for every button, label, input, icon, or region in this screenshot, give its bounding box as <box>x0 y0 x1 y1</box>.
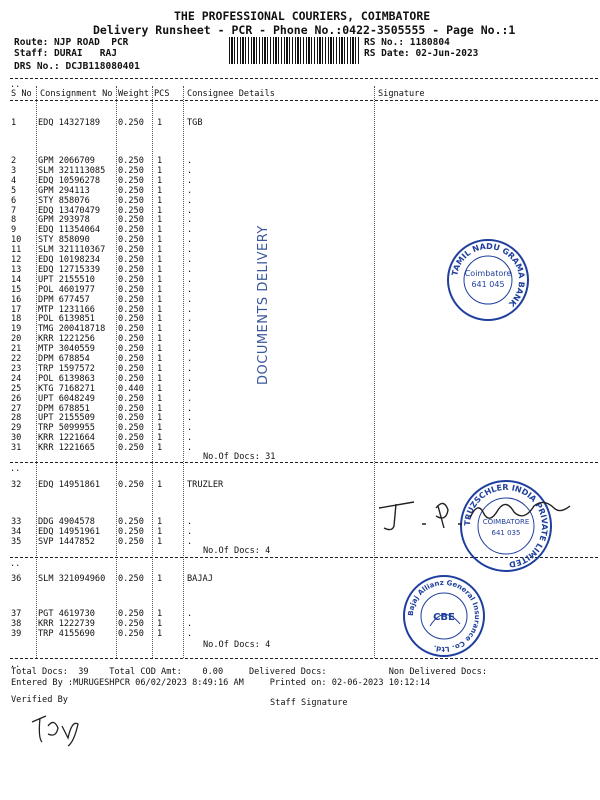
row-consignment-no: EDQ 10596278 <box>38 175 101 186</box>
row-pcs: 1 <box>157 403 163 414</box>
row-consignee-dot: . <box>187 433 193 444</box>
row-consignee-dot: . <box>187 354 193 364</box>
row-consignment-no: POL 6139851 <box>38 314 95 325</box>
row-consignment-no: TRP 4155690 <box>38 628 95 639</box>
row-consignee-dot: . <box>187 609 193 619</box>
row-consignee-dot: . <box>187 393 193 404</box>
table-row <box>0 225 600 235</box>
table-row <box>0 166 600 176</box>
table-row <box>0 118 600 128</box>
row-consignee-dot: . <box>187 373 193 384</box>
row-weight: 0.440 <box>118 383 144 394</box>
header-bottom-rule <box>10 100 598 101</box>
row-consignment-no: SVP 1447852 <box>38 536 95 547</box>
row-weight: 0.250 <box>118 628 144 639</box>
row-consignee: TGB <box>187 118 203 128</box>
row-pcs: 1 <box>157 354 163 364</box>
row-sno: 22 <box>11 354 22 364</box>
table-row <box>0 156 600 166</box>
row-pcs: 1 <box>157 314 163 325</box>
rs-date: RS Date: 02-Jun-2023 <box>364 48 479 59</box>
row-sno: 16 <box>11 294 22 305</box>
bank-stamp <box>446 238 530 322</box>
row-weight: 0.250 <box>118 334 144 345</box>
row-weight: 0.250 <box>118 175 144 186</box>
row-consignee: BAJAJ <box>187 574 213 584</box>
row-weight: 0.250 <box>118 403 144 414</box>
row-sno: 8 <box>11 215 17 226</box>
handwritten-note: DOCUMENTS DELIVERY <box>256 225 271 385</box>
row-pcs: 1 <box>157 205 163 216</box>
row-consignee-dot: . <box>187 185 193 196</box>
row-sno: 28 <box>11 413 22 424</box>
row-pcs: 1 <box>157 304 163 315</box>
row-weight: 0.250 <box>118 264 144 275</box>
row-sno: 12 <box>11 255 22 265</box>
table-row <box>0 176 600 186</box>
barcode <box>229 37 359 64</box>
row-consignee-dot: . <box>187 274 193 285</box>
row-weight: 0.250 <box>118 235 144 246</box>
table-row <box>0 413 600 423</box>
row-weight: 0.250 <box>118 363 144 374</box>
row-consignee-dot: . <box>187 156 193 166</box>
truzler-stamp-code: 641 035 <box>491 529 521 537</box>
signature-truzler <box>374 494 574 534</box>
row-consignee-dot: . <box>187 165 193 176</box>
row-weight: 0.250 <box>118 413 144 424</box>
row-sno: 36 <box>11 574 22 584</box>
table-row <box>0 206 600 216</box>
row-consignment-no: EDQ 14951861 <box>38 480 101 490</box>
row-consignment-no: KRR 1221256 <box>38 334 95 345</box>
row-consignment-no: STY 858076 <box>38 195 90 206</box>
row-pcs: 1 <box>157 344 163 355</box>
row-consignment-no: GPM 293978 <box>38 215 90 226</box>
table-row <box>0 215 600 225</box>
row-consignment-no: SLM 321110367 <box>38 245 106 256</box>
drs-label: DRS No.: DCJB118080401 <box>14 61 140 72</box>
header-rule-marks: .. <box>10 80 21 90</box>
row-sno: 31 <box>11 443 22 454</box>
row-weight: 0.250 <box>118 373 144 384</box>
row-sno: 37 <box>11 609 22 619</box>
row-sno: 3 <box>11 165 17 176</box>
row-consignee-dot: . <box>187 245 193 256</box>
col-weight-heading: Weight <box>118 89 150 99</box>
row-pcs: 1 <box>157 264 163 275</box>
row-pcs: 1 <box>157 294 163 305</box>
row-pcs: 1 <box>157 334 163 345</box>
row-pcs: 1 <box>157 480 163 490</box>
table-row <box>0 334 600 344</box>
col-details-heading: Consignee Details <box>187 89 275 99</box>
bank-stamp-code: 641 045 <box>471 280 505 289</box>
row-consignment-no: UPT 6048249 <box>38 393 95 404</box>
row-pcs: 1 <box>157 255 163 265</box>
row-weight: 0.250 <box>118 314 144 325</box>
row-consignment-no: EDQ 11354064 <box>38 225 101 236</box>
col-signature-heading: Signature <box>378 89 425 99</box>
row-sno: 9 <box>11 225 17 236</box>
table-row <box>0 629 600 639</box>
footer-top-rule <box>10 658 598 659</box>
row-consignee-dot: . <box>187 215 193 226</box>
runsheet-subtitle: Delivery Runsheet - PCR - Phone No.:0422-3505555 - Page No.:1 <box>93 23 516 37</box>
row-consignee-dot: . <box>187 443 193 454</box>
row-pcs: 1 <box>157 118 163 128</box>
row-weight: 0.250 <box>118 618 144 629</box>
row-consignment-no: GPM 2066709 <box>38 156 95 166</box>
row-consignee-dot: . <box>187 314 193 325</box>
row-consignee-dot: . <box>187 334 193 345</box>
row-weight: 0.250 <box>118 215 144 226</box>
row-consignee-dot: . <box>187 383 193 394</box>
staff-label: Staff: DURAI RAJ <box>14 48 117 59</box>
row-pcs: 1 <box>157 195 163 206</box>
row-sno: 30 <box>11 433 22 444</box>
table-row <box>0 619 600 629</box>
row-consignee-dot: . <box>187 294 193 305</box>
row-sno: 6 <box>11 195 17 206</box>
row-consignment-no: EDQ 13470479 <box>38 205 101 216</box>
row-consignment-no: KRR 1221665 <box>38 443 95 454</box>
row-pcs: 1 <box>157 175 163 186</box>
group-separator-marks: .. <box>10 559 21 569</box>
row-weight: 0.250 <box>118 526 144 537</box>
row-pcs: 1 <box>157 383 163 394</box>
row-sno: 25 <box>11 383 22 394</box>
row-pcs: 1 <box>157 225 163 236</box>
row-consignment-no: GPM 294113 <box>38 185 90 196</box>
rs-number: RS No.: 1180804 <box>364 37 450 48</box>
table-row <box>0 324 600 334</box>
row-weight: 0.250 <box>118 609 144 619</box>
table-row <box>0 609 600 619</box>
row-consignment-no: EDQ 10198234 <box>38 255 101 265</box>
row-weight: 0.250 <box>118 255 144 265</box>
row-consignee-dot: . <box>187 264 193 275</box>
row-sno: 10 <box>11 235 22 246</box>
row-sno: 11 <box>11 245 22 256</box>
row-consignment-no: EDQ 12715339 <box>38 264 101 275</box>
row-consignment-no: UPT 2155509 <box>38 413 95 424</box>
row-sno: 17 <box>11 304 22 315</box>
row-consignee-dot: . <box>187 403 193 414</box>
row-weight: 0.250 <box>118 480 144 490</box>
row-consignment-no: MTP 1231166 <box>38 304 95 315</box>
row-consignee-dot: . <box>187 235 193 246</box>
row-pcs: 1 <box>157 628 163 639</box>
row-weight: 0.250 <box>118 156 144 166</box>
row-sno: 24 <box>11 373 22 384</box>
row-pcs: 1 <box>157 165 163 176</box>
row-consignment-no: SLM 321113085 <box>38 165 106 176</box>
row-consignment-no: DDG 4904578 <box>38 517 95 527</box>
row-consignee-dot: . <box>187 423 193 434</box>
row-consignee-dot: . <box>187 195 193 206</box>
row-pcs: 1 <box>157 235 163 246</box>
row-consignee-dot: . <box>187 363 193 374</box>
row-weight: 0.250 <box>118 304 144 315</box>
row-sno: 33 <box>11 517 22 527</box>
row-sno: 15 <box>11 284 22 295</box>
row-consignment-no: KTG 7168271 <box>38 383 95 394</box>
table-row <box>0 394 600 404</box>
row-pcs: 1 <box>157 274 163 285</box>
table-row <box>0 196 600 206</box>
row-sno: 5 <box>11 185 17 196</box>
row-pcs: 1 <box>157 363 163 374</box>
row-consignment-no: UPT 2155510 <box>38 274 95 285</box>
row-weight: 0.250 <box>118 443 144 454</box>
row-sno: 18 <box>11 314 22 325</box>
row-pcs: 1 <box>157 215 163 226</box>
row-consignee-dot: . <box>187 284 193 295</box>
row-weight: 0.250 <box>118 574 144 584</box>
col-consignment-heading: Consignment No <box>40 89 113 99</box>
table-row <box>0 344 600 354</box>
row-pcs: 1 <box>157 245 163 256</box>
row-consignment-no: TMG 200418718 <box>38 324 106 335</box>
row-sno: 32 <box>11 480 22 490</box>
row-sno: 29 <box>11 423 22 434</box>
row-consignee-dot: . <box>187 536 193 547</box>
bank-stamp-ring-text: TAMIL NADU GRAMA BANK <box>450 241 527 309</box>
bajaj-stamp-center: CBE <box>433 612 455 623</box>
row-consignee-dot: . <box>187 526 193 537</box>
company-title: THE PROFESSIONAL COURIERS, COIMBATORE <box>174 9 431 23</box>
signature-verified <box>28 708 88 748</box>
row-weight: 0.250 <box>118 536 144 547</box>
table-row <box>0 404 600 414</box>
row-sno: 7 <box>11 205 17 216</box>
row-consignment-no: POL 4601977 <box>38 284 95 295</box>
row-sno: 20 <box>11 334 22 345</box>
row-consignee-dot: . <box>187 344 193 355</box>
row-consignee-dot: . <box>187 205 193 216</box>
row-weight: 0.250 <box>118 393 144 404</box>
row-consignment-no: KRR 1221664 <box>38 433 95 444</box>
row-weight: 0.250 <box>118 354 144 364</box>
row-pcs: 1 <box>157 536 163 547</box>
no-of-docs: No.Of Docs: 4 <box>203 640 271 650</box>
row-sno: 35 <box>11 536 22 547</box>
col-sno-heading: S No <box>11 89 32 99</box>
footer-rule-marks: .. <box>10 660 21 670</box>
row-consignee-dot: . <box>187 324 193 335</box>
row-weight: 0.250 <box>118 205 144 216</box>
row-sno: 1 <box>11 118 17 128</box>
row-weight: 0.250 <box>118 195 144 206</box>
table-row <box>0 384 600 394</box>
row-consignment-no: KRR 1222739 <box>38 618 95 629</box>
table-row <box>0 443 600 453</box>
row-pcs: 1 <box>157 618 163 629</box>
row-consignment-no: MTP 3040559 <box>38 344 95 355</box>
row-sno: 4 <box>11 175 17 186</box>
row-pcs: 1 <box>157 609 163 619</box>
row-pcs: 1 <box>157 423 163 434</box>
truzler-stamp-ring-text: TRUZSCHLER INDIA PRIVATE LIMITED <box>462 482 550 569</box>
footer-entered-by: Entered By :MURUGESHPCR 06/02/2023 8:49:16 AM Printed on: 02-06-2023 10:12:14 <box>11 678 431 688</box>
row-consignee-dot: . <box>187 517 193 527</box>
verified-by-label: Verified By <box>11 695 68 705</box>
group-separator-marks: .. <box>10 464 21 474</box>
row-consignment-no: SLM 321094960 <box>38 574 106 584</box>
row-pcs: 1 <box>157 433 163 444</box>
row-consignee-dot: . <box>187 255 193 265</box>
row-sno: 26 <box>11 393 22 404</box>
table-row <box>0 423 600 433</box>
row-consignee-dot: . <box>187 304 193 315</box>
row-consignee-dot: . <box>187 413 193 424</box>
row-sno: 27 <box>11 403 22 414</box>
row-weight: 0.250 <box>118 165 144 176</box>
row-sno: 38 <box>11 618 22 629</box>
row-weight: 0.250 <box>118 225 144 236</box>
row-weight: 0.250 <box>118 284 144 295</box>
table-row <box>0 364 600 374</box>
row-consignment-no: PGT 4619730 <box>38 609 95 619</box>
row-weight: 0.250 <box>118 185 144 196</box>
bajaj-stamp-ring-text: Bajaj Allianz General Insurance Co. Ltd. <box>406 578 482 654</box>
col-pcs-heading: PCS <box>154 89 170 99</box>
row-consignment-no: POL 6139863 <box>38 373 95 384</box>
row-pcs: 1 <box>157 373 163 384</box>
no-of-docs: No.Of Docs: 31 <box>203 452 276 462</box>
row-consignee-dot: . <box>187 175 193 186</box>
table-row <box>0 186 600 196</box>
row-consignee-dot: . <box>187 225 193 236</box>
row-sno: 39 <box>11 628 22 639</box>
row-consignment-no: DPM 678851 <box>38 403 90 414</box>
row-sno: 2 <box>11 156 17 166</box>
header-top-rule <box>10 78 598 79</box>
row-consignee-dot: . <box>187 628 193 639</box>
row-consignment-no: DPM 677457 <box>38 294 90 305</box>
table-row <box>0 354 600 364</box>
row-weight: 0.250 <box>118 517 144 527</box>
row-pcs: 1 <box>157 185 163 196</box>
row-sno: 34 <box>11 526 22 537</box>
footer-totals: Total Docs: 39 Total COD Amt: 0.00 Delivered Docs: Non Delivered Docs: <box>11 667 487 677</box>
row-weight: 0.250 <box>118 344 144 355</box>
truzler-stamp-center: COIMBATORE <box>482 518 530 526</box>
row-consignment-no: TRP 5099955 <box>38 423 95 434</box>
row-consignment-no: EDQ 14951961 <box>38 526 101 537</box>
row-sno: 21 <box>11 344 22 355</box>
row-weight: 0.250 <box>118 324 144 335</box>
row-weight: 0.250 <box>118 423 144 434</box>
row-pcs: 1 <box>157 156 163 166</box>
table-row <box>0 433 600 443</box>
route-label: Route: NJP ROAD PCR <box>14 37 129 48</box>
row-weight: 0.250 <box>118 118 144 128</box>
staff-signature-label: Staff Signature <box>270 698 348 708</box>
row-weight: 0.250 <box>118 433 144 444</box>
row-weight: 0.250 <box>118 274 144 285</box>
row-sno: 23 <box>11 363 22 374</box>
row-sno: 13 <box>11 264 22 275</box>
row-weight: 0.250 <box>118 294 144 305</box>
row-pcs: 1 <box>157 324 163 335</box>
row-pcs: 1 <box>157 393 163 404</box>
row-sno: 19 <box>11 324 22 335</box>
group-separator <box>10 462 598 463</box>
no-of-docs: No.Of Docs: 4 <box>203 546 271 556</box>
row-consignment-no: DPM 678854 <box>38 354 90 364</box>
row-pcs: 1 <box>157 443 163 454</box>
row-consignee-dot: . <box>187 618 193 629</box>
row-pcs: 1 <box>157 413 163 424</box>
row-pcs: 1 <box>157 574 163 584</box>
row-sno: 14 <box>11 274 22 285</box>
row-pcs: 1 <box>157 517 163 527</box>
row-consignment-no: EDQ 14327189 <box>38 118 101 128</box>
bank-stamp-center: Coimbatore <box>464 269 512 278</box>
row-pcs: 1 <box>157 526 163 537</box>
row-consignment-no: TRP 1597572 <box>38 363 95 374</box>
row-weight: 0.250 <box>118 245 144 256</box>
row-pcs: 1 <box>157 284 163 295</box>
bajaj-stamp <box>402 574 486 658</box>
row-consignment-no: STY 858090 <box>38 235 90 246</box>
table-row <box>0 374 600 384</box>
row-consignee: TRUZLER <box>187 480 224 490</box>
table-row <box>0 574 600 584</box>
